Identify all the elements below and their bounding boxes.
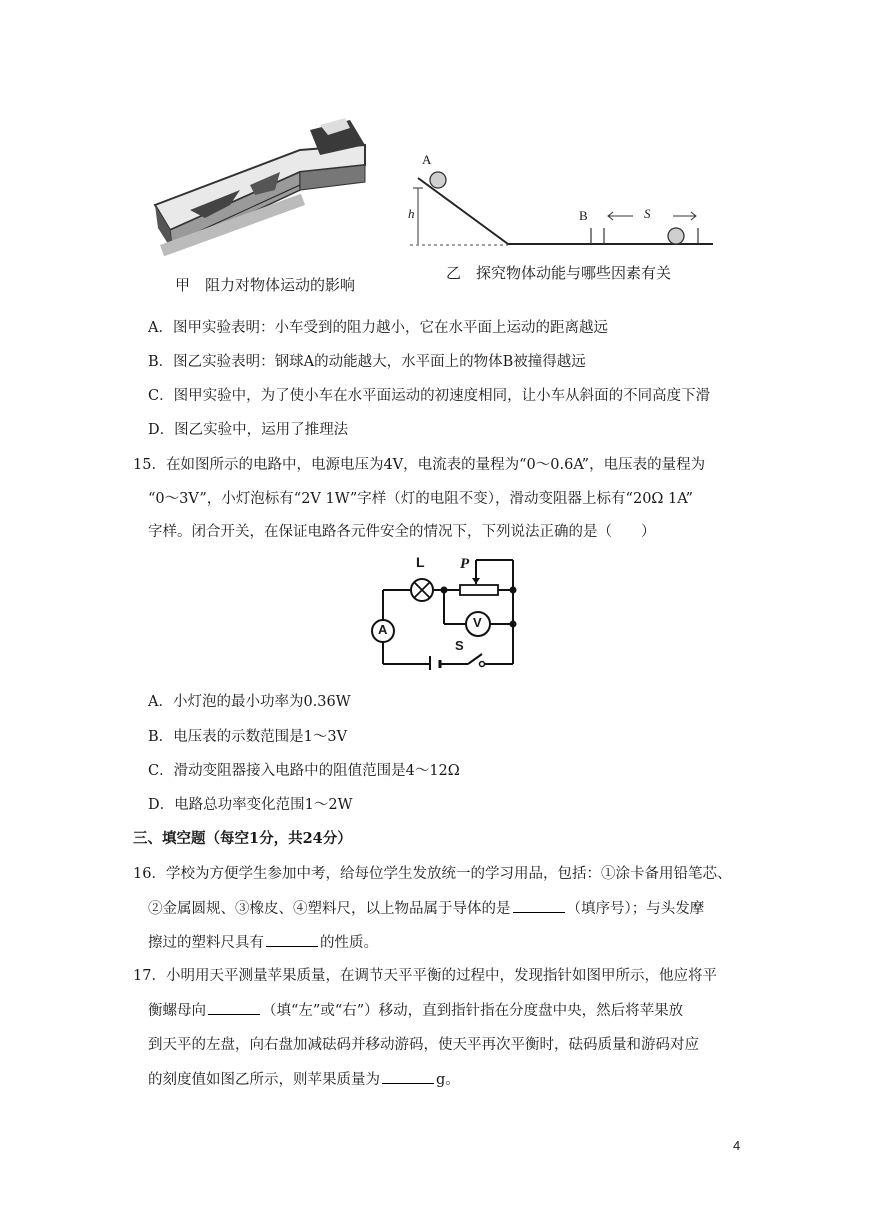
q15-option-b: B．电压表的示数范围是1～3V xyxy=(148,729,348,745)
label-a: A xyxy=(422,152,432,167)
rheostat-icon xyxy=(460,585,498,595)
q16-line2-text-a: ②金属圆规、③橡皮、④塑料尺，以上物品属于导体的是 xyxy=(148,901,511,917)
figure-jia-caption: 甲 阻力对物体运动的影响 xyxy=(175,276,356,294)
q14-option-d: D．图乙实验中，运用了推理法 xyxy=(148,422,349,438)
q14-option-a: A．图甲实验表明：小车受到的阻力越小，它在水平面上运动的距离越远 xyxy=(148,320,608,336)
q15-stem-line1: 15．在如图所示的电路中，电源电压为4V，电流表的量程为“0～0.6A”，电压表的量程为 xyxy=(133,457,706,473)
q17-answer-blank-1[interactable] xyxy=(208,1000,260,1015)
circuit-label-l: L xyxy=(416,554,425,570)
q14-option-b: B．图乙实验表明：钢球A的动能越大，水平面上的物体B被撞得越远 xyxy=(148,354,586,370)
circuit-label-p: P xyxy=(460,556,470,572)
q15-option-d: D．电路总功率变化范围1～2W xyxy=(148,797,353,813)
q17-line4-text-b: g。 xyxy=(436,1072,460,1088)
q14-option-c: C．图甲实验中，为了使小车在水平面运动的初速度相同，让小车从斜面的不同高度下滑 xyxy=(148,388,711,404)
q16-answer-blank-2[interactable] xyxy=(266,932,318,947)
circuit-label-v: V xyxy=(473,615,482,630)
q17-line2-text-a: 衡螺母向 xyxy=(148,1003,206,1019)
q17-line4-text-a: 的刻度值如图乙所示，则苹果质量为 xyxy=(148,1072,380,1088)
ball-a-icon xyxy=(430,172,446,188)
q15-stem-line2: “0～3V”，小灯泡标有“2V 1W”字样（灯的电阻不变），滑动变阻器上标有“20Ω 1A” xyxy=(148,491,694,507)
q17-line1: 17．小明用天平测量苹果质量，在调节天平平衡的过程中，发现指针如图甲所示，他应将平 xyxy=(133,968,717,984)
q17-line3: 到天平的左盘，向右盘加减砝码并移动游码，使天平再次平衡时，砝码质量和游码对应 xyxy=(148,1037,699,1053)
q15-option-a: A．小灯泡的最小功率为0.36W xyxy=(148,694,351,710)
circuit-label-a: A xyxy=(378,622,388,637)
q15-stem-line3: 字样。闭合开关，在保证电路各元件安全的情况下，下列说法正确的是（ ） xyxy=(148,524,656,540)
q16-line1: 16．学校为方便学生参加中考，给每位学生发放统一的学习用品，包括：①涂卡备用铅笔芯、 xyxy=(133,866,732,882)
q17-line4 xyxy=(148,1069,460,1090)
q17-line2-text-b: （填“左”或“右”）移动，直到指针指在分度盘中央，然后将苹果放 xyxy=(262,1003,684,1019)
figure-jia xyxy=(150,110,380,270)
slope-ball-diagram xyxy=(408,150,718,250)
ball-moved-icon xyxy=(668,228,684,244)
cart-ramp-photo-icon xyxy=(150,110,380,270)
circuit-diagram xyxy=(368,552,528,670)
label-b: B xyxy=(579,208,588,223)
page-number: 4 xyxy=(733,1138,741,1153)
circuit-label-s: S xyxy=(455,638,464,653)
q15-circuit xyxy=(368,552,528,670)
label-s: S xyxy=(644,206,651,221)
q17-answer-blank-2[interactable] xyxy=(382,1069,434,1084)
figure-yi-caption: 乙 探究物体动能与哪些因素有关 xyxy=(446,264,672,282)
q16-line2-text-b: （填序号）；与头发摩 xyxy=(566,901,705,917)
label-h: h xyxy=(408,206,415,221)
q16-line3 xyxy=(148,932,378,953)
q16-line2 xyxy=(148,898,704,919)
q16-line3-text-b: 的性质。 xyxy=(320,935,378,951)
q17-line2 xyxy=(148,1000,683,1021)
q15-option-c: C．滑动变阻器接入电路中的阻值范围是4～12Ω xyxy=(148,763,460,779)
figure-yi xyxy=(408,150,718,250)
section3-title: 三、填空题（每空1分，共24分） xyxy=(133,830,352,847)
q16-answer-blank-1[interactable] xyxy=(513,898,565,913)
q16-line3-text-a: 擦过的塑料尺具有 xyxy=(148,935,264,951)
